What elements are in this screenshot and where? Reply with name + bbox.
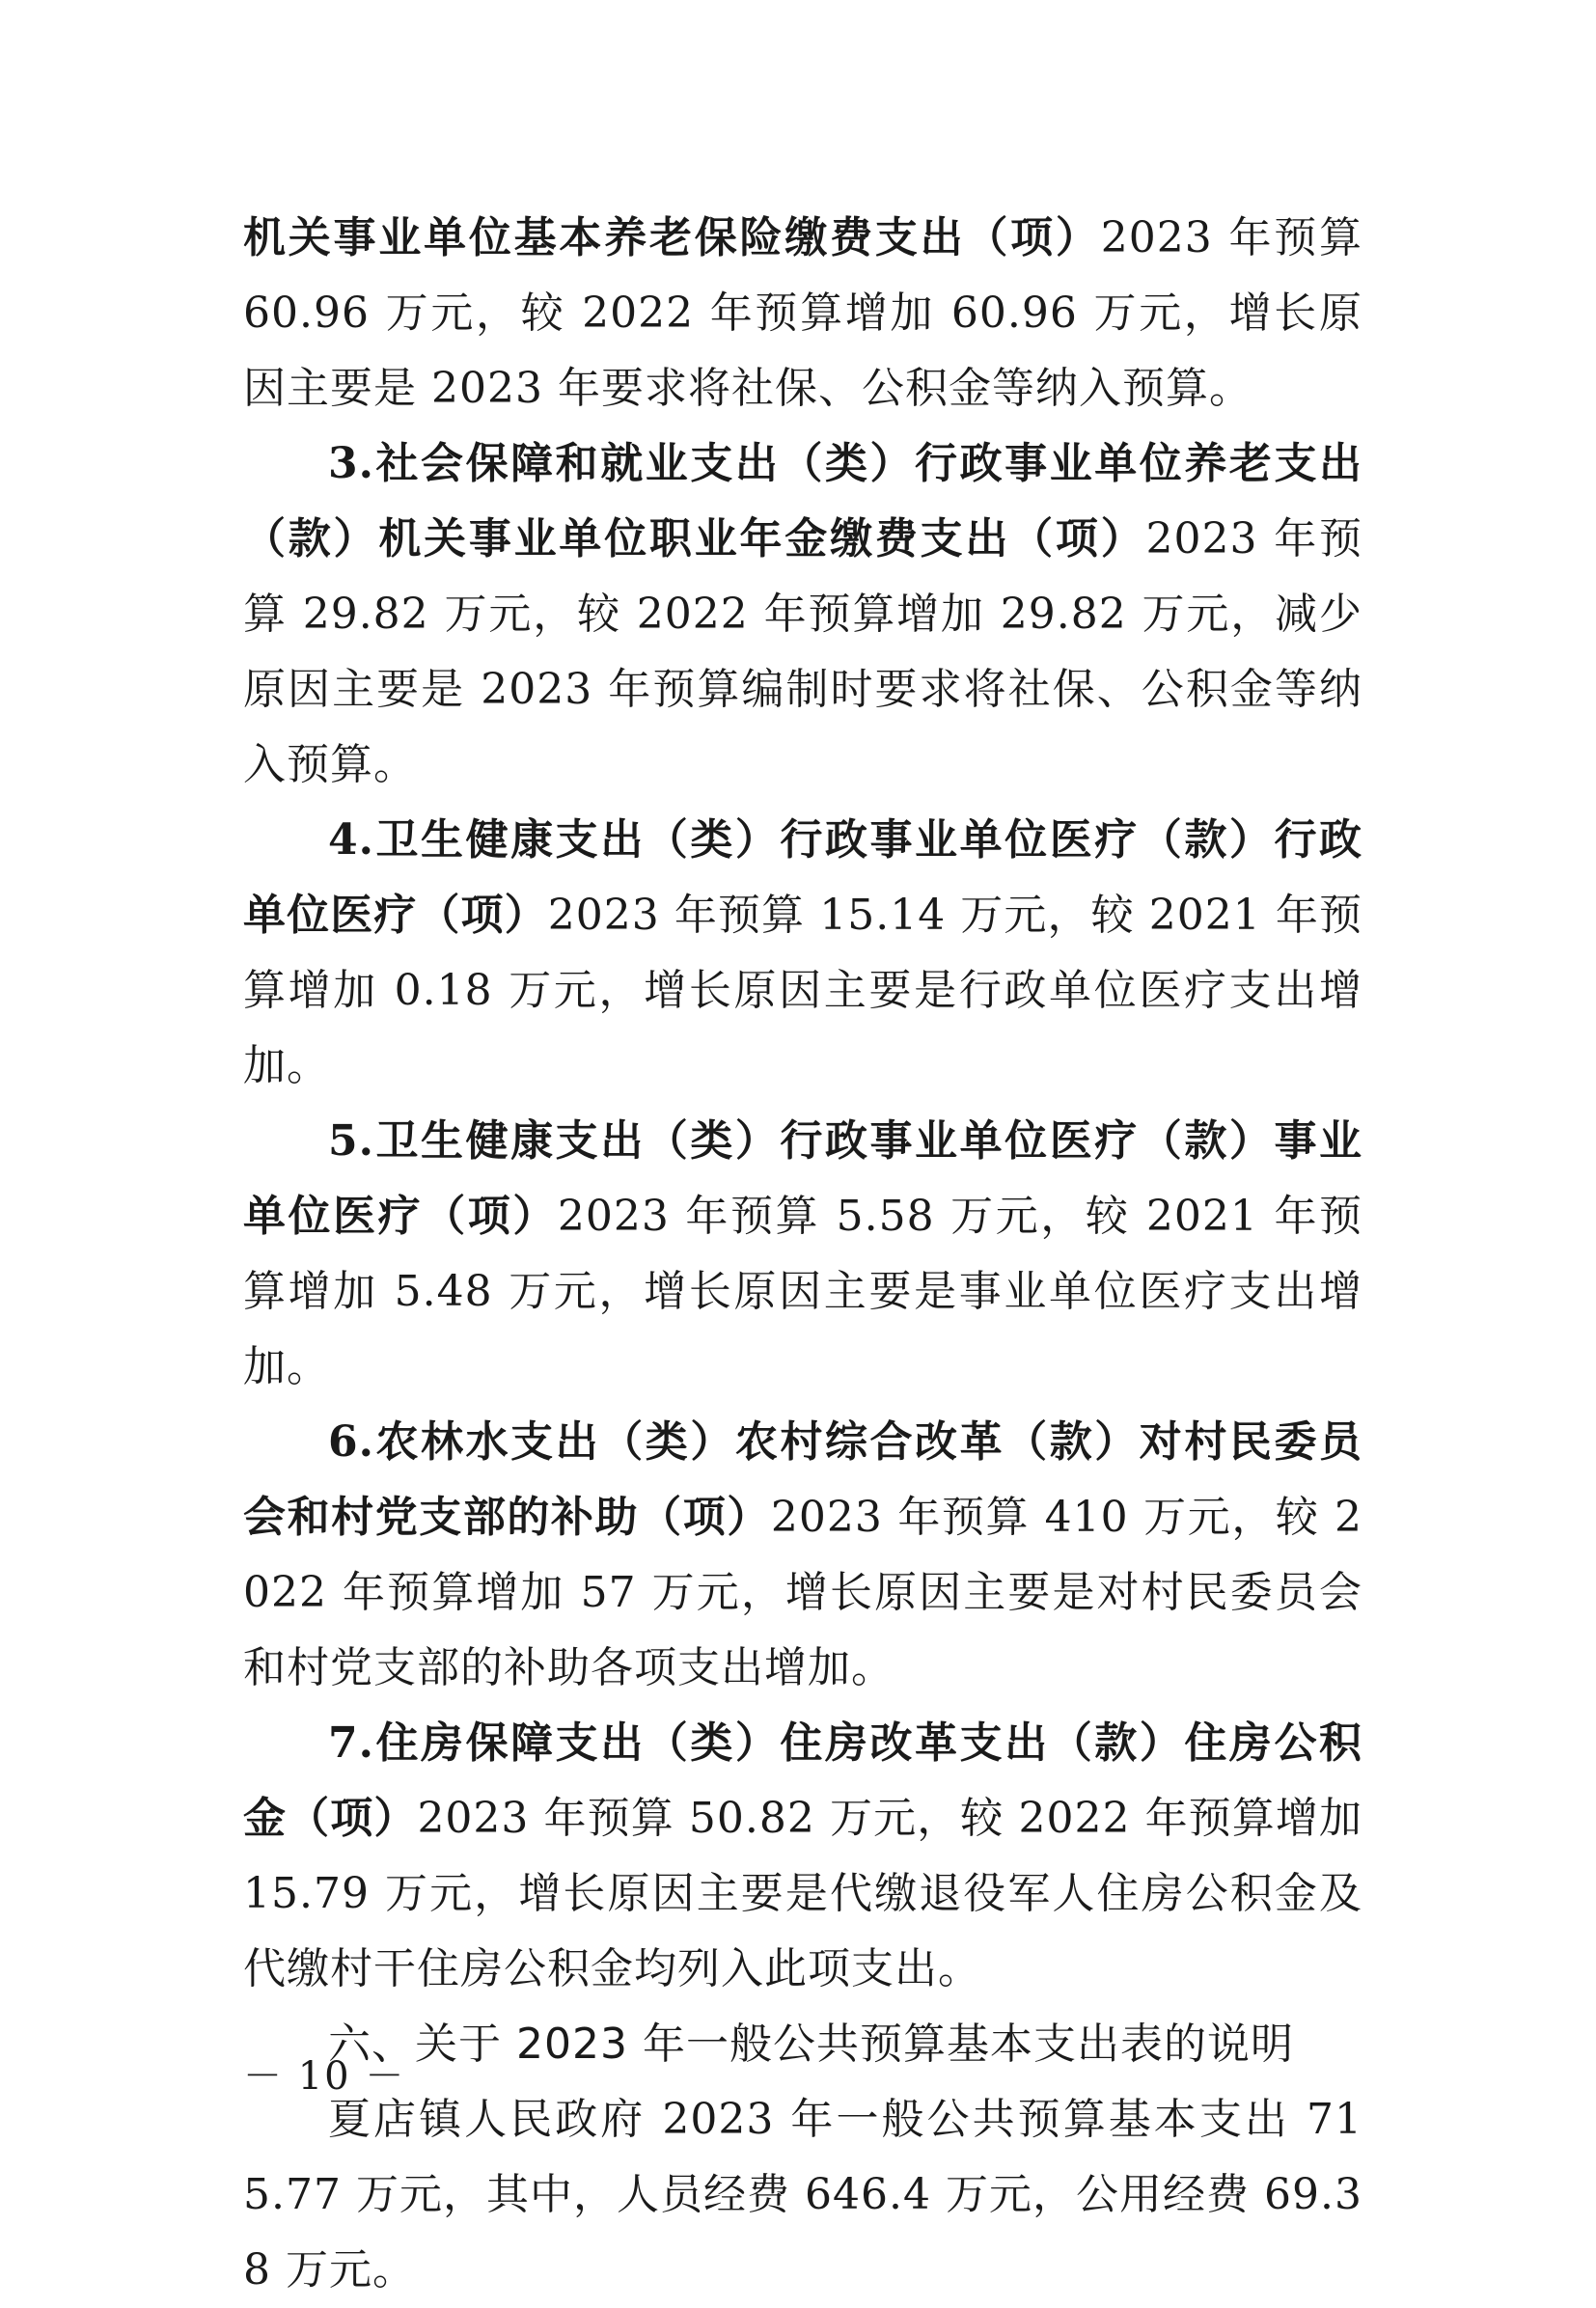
section-heading: 六、关于 2023 年一般公共预算基本支出表的说明 (328, 2020, 1294, 2069)
paragraph-item-6 (243, 1405, 1362, 1706)
paragraph-bold-lead: 7.住房保障支出（类）住房改革支出（款）住房公积金（项） (243, 1718, 1362, 1843)
paragraph-item-4 (243, 803, 1362, 1104)
paragraph-bold-lead: 6.农林水支出（类）农村综合改革（款）对村民委员会和村党支部的补助（项） (243, 1417, 1362, 1542)
paragraph-bold-lead: 5.卫生健康支出（类）行政事业单位医疗（款）事业单位医疗（项） (243, 1116, 1362, 1241)
paragraph-bold-lead: 3.社会保障和就业支出（类）行政事业单位养老支出（款）机关事业单位职业年金缴费支出（项） (243, 439, 1362, 563)
page-number: － 10 － (243, 2054, 406, 2099)
paragraph-item-7 (243, 1706, 1362, 2007)
paragraph-bold-lead: 4.卫生健康支出（类）行政事业单位医疗（款）行政单位医疗（项） (243, 815, 1362, 940)
paragraph-text: 2023 年预算 410 万元，较 2022 年预算增加 57 万元，增长原因主要是对村民委员会和村党支部的补助各项支出增加。 (243, 1493, 1363, 1692)
paragraph-item-5 (243, 1104, 1362, 1405)
paragraph-text: 2023 年预算 15.14 万元，较 2021 年预算增加 0.18 万元，增长原因主要是行政单位医疗支出增加。 (243, 891, 1362, 1090)
paragraph-text: 2023 年预算 50.82 万元，较 2022 年预算增加 15.79 万元，增长原因主要是代缴退役军人住房公积金及代缴村干住房公积金均列入此项支出。 (243, 1794, 1362, 1993)
closing-paragraph: 夏店镇人民政府 2023 年一般公共预算基本支出 715.77 万元，其中，人员经费 646.4 万元，公用经费 69.38 万元。 (243, 2095, 1362, 2294)
paragraph-text: 2023 年预算 60.96 万元，较 2022 年预算增加 60.96 万元，增长原因主要是 2023 年要求将社保、公积金等纳入预算。 (243, 213, 1363, 413)
paragraph-continuation (243, 201, 1362, 426)
paragraph-text: 2023 年预算 29.82 万元，较 2022 年预算增加 29.82 万元，减少原因主要是 2023 年预算编制时要求将社保、公积金等纳入预算。 (243, 514, 1362, 789)
paragraph-item-3 (243, 426, 1362, 803)
paragraph-text: 2023 年预算 5.58 万元，较 2021 年预算增加 5.48 万元，增长原因主要是事业单位医疗支出增加。 (243, 1192, 1363, 1391)
document-body (243, 201, 1362, 2308)
paragraph-bold-lead: 机关事业单位基本养老保险缴费支出（项） (243, 213, 1101, 262)
